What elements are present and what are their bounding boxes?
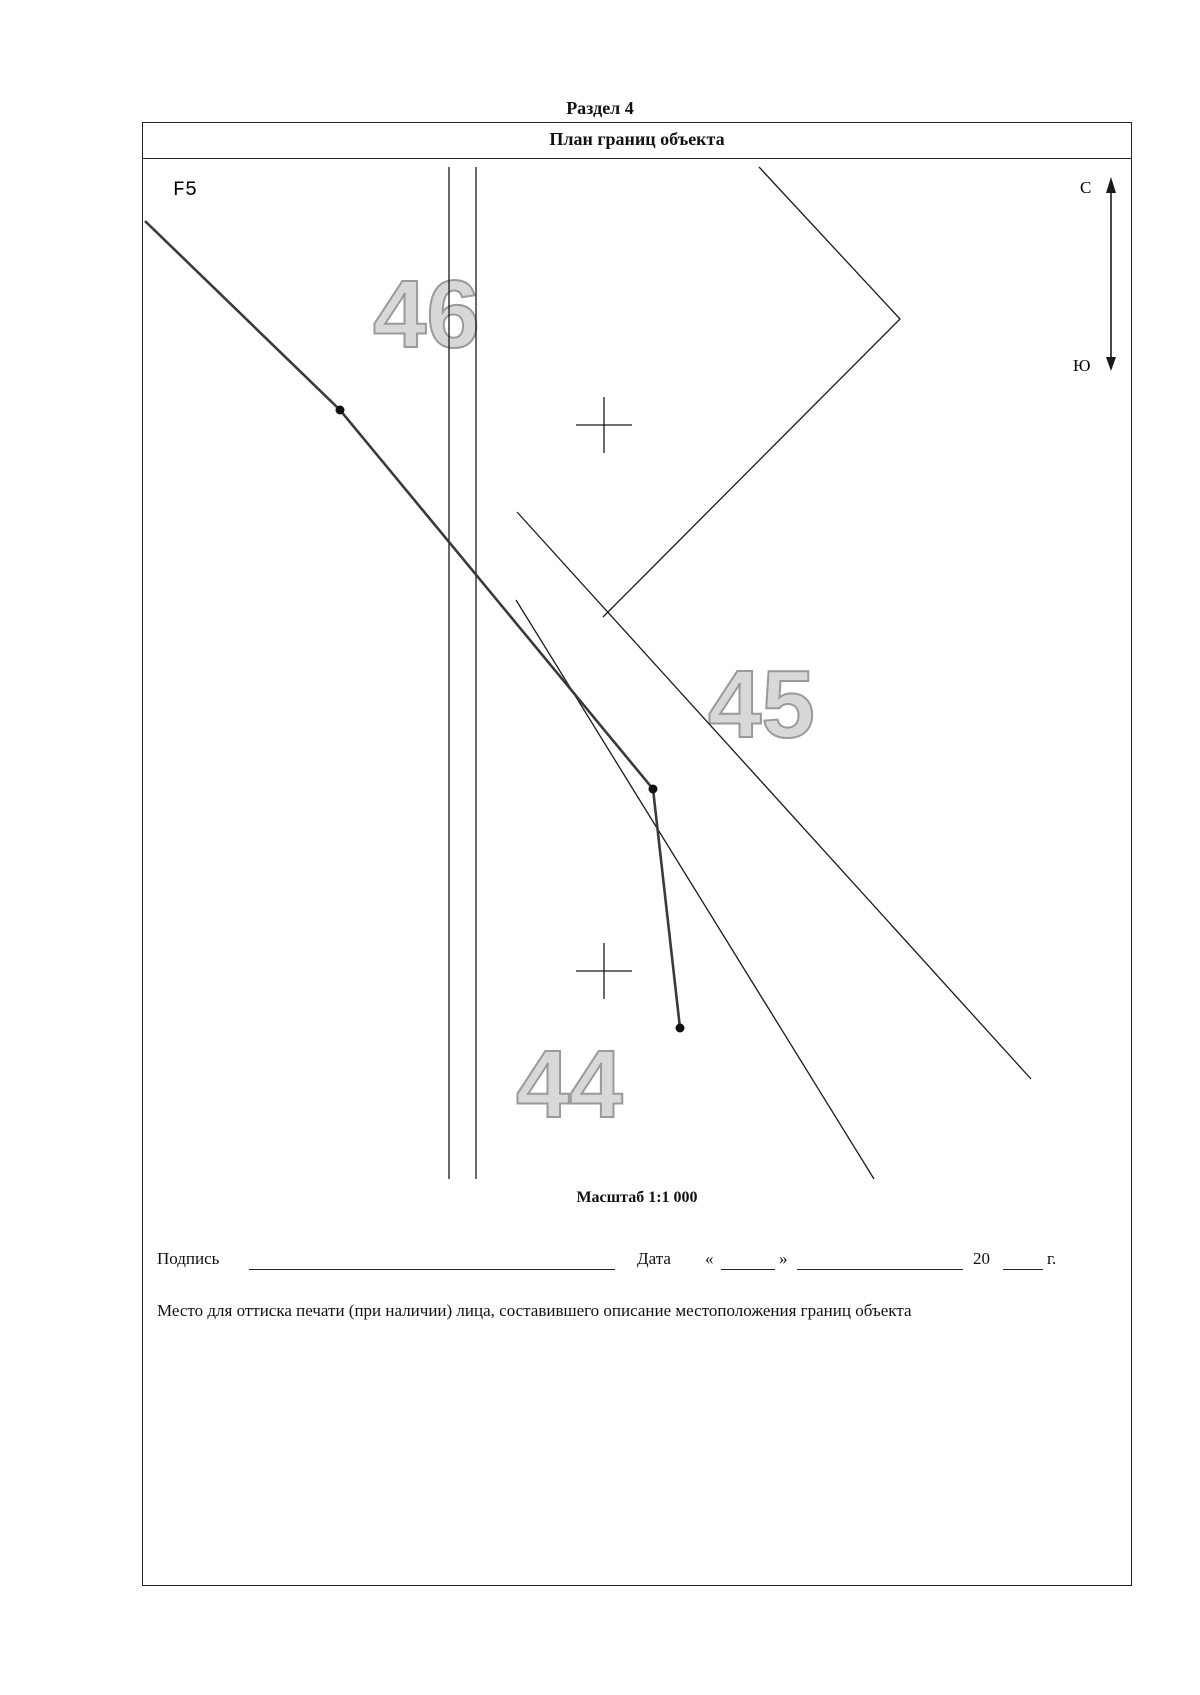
boundary-vertex [676, 1024, 685, 1033]
compass-north-label: С [1080, 178, 1092, 197]
neighbour-parcel-boundary [603, 167, 900, 617]
signature-blank[interactable] [249, 1269, 615, 1270]
quote-open: « [705, 1249, 714, 1268]
north-arrow [1106, 177, 1116, 371]
point-label-f5: F5 [173, 179, 198, 202]
plan-title: План границ объекта [143, 123, 1131, 159]
year-suffix: г. [1047, 1249, 1057, 1268]
parcel-boundary-upper [517, 512, 1031, 1079]
day-blank[interactable] [721, 1269, 775, 1270]
compass-south-label: Ю [1073, 356, 1091, 375]
map-scale: Масштаб 1:1 000 [576, 1189, 698, 1206]
grid-cross-upper [576, 397, 632, 453]
grid-cross-lower [576, 943, 632, 999]
year-blank[interactable] [1003, 1269, 1043, 1270]
month-blank[interactable] [797, 1269, 963, 1270]
plan-frame [142, 122, 1132, 1586]
century-label: 20 [973, 1249, 990, 1268]
boundary-vertex [649, 785, 658, 794]
date-label: Дата [637, 1249, 671, 1268]
parcel-number-46: 46 [373, 261, 480, 368]
parcel-number-44: 44 [516, 1031, 623, 1138]
boundary-map [143, 159, 1130, 1189]
boundary-vertex [336, 406, 345, 415]
quote-close: » [779, 1249, 788, 1268]
section-title: Раздел 4 [566, 98, 634, 118]
stamp-note: Место для оттиска печати (при наличии) лица, составившего описание местоположения границ объекта [157, 1301, 912, 1320]
signature-label: Подпись [157, 1249, 220, 1268]
parcel-number-45: 45 [708, 651, 815, 758]
signature-row [157, 1249, 1117, 1275]
